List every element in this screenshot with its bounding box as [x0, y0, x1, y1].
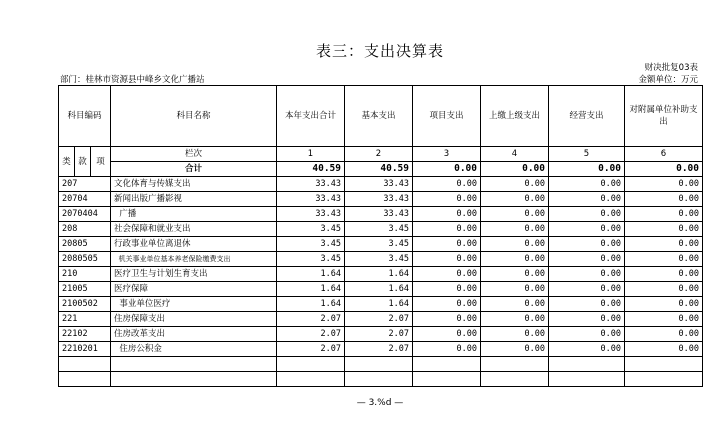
subject-name: 住房保障支出 [111, 312, 277, 327]
amount-cell: 1.64 [277, 267, 345, 282]
subject-name: 机关事业单位基本养老保险缴费支出 [111, 252, 277, 267]
table-row [59, 252, 703, 267]
empty-cell [59, 357, 111, 372]
amount-cell: 0.00 [625, 327, 703, 342]
amount-cell: 1.64 [345, 282, 413, 297]
header-basic-expenditure: 基本支出 [345, 86, 413, 147]
header-subsidiary-subsidy: 对附属单位补助支出 [625, 86, 703, 147]
amount-cell: 0.00 [549, 252, 625, 267]
amount-cell: 0.00 [549, 267, 625, 282]
column-number-3: 3 [413, 147, 481, 162]
amount-cell: 3.45 [277, 222, 345, 237]
amount-cell: 0.00 [625, 267, 703, 282]
amount-cell: 0.00 [481, 207, 549, 222]
table-row [59, 327, 703, 342]
amount-cell: 33.43 [345, 192, 413, 207]
empty-cell [481, 372, 549, 387]
subject-name: 广播 [111, 207, 277, 222]
amount-cell: 3.45 [277, 237, 345, 252]
subject-code: 2080505 [59, 252, 111, 267]
amount-cell: 0.00 [481, 327, 549, 342]
expenditure-table [58, 85, 703, 387]
amount-cell: 33.43 [277, 192, 345, 207]
amount-cell: 0.00 [625, 207, 703, 222]
header-project-expenditure: 项目支出 [413, 86, 481, 147]
subject-name: 社会保障和就业支出 [111, 222, 277, 237]
amount-cell: 0.00 [413, 192, 481, 207]
column-index-row [59, 147, 703, 162]
amount-cell: 0.00 [413, 327, 481, 342]
empty-cell [345, 357, 413, 372]
header-column-index: 栏次 [111, 147, 277, 162]
amount-cell: 0.00 [481, 297, 549, 312]
table-row [59, 312, 703, 327]
page-footer: — 3.%d — [356, 398, 404, 408]
unit-label: 金额单位：万元 [638, 75, 698, 85]
amount-cell: 0.00 [549, 327, 625, 342]
subject-name: 新闻出版广播影视 [111, 192, 277, 207]
amount-cell: 0.00 [413, 207, 481, 222]
header-subject-code: 科目编码 [59, 86, 111, 147]
total-value: 40.59 [277, 162, 345, 177]
amount-cell: 0.00 [549, 192, 625, 207]
table-row [59, 192, 703, 207]
amount-cell: 3.45 [345, 222, 413, 237]
subject-code: 2100502 [59, 297, 111, 312]
subject-name: 医疗保障 [111, 282, 277, 297]
amount-cell: 0.00 [625, 237, 703, 252]
subject-code: 210 [59, 267, 111, 282]
empty-row [59, 357, 703, 372]
amount-cell: 0.00 [549, 282, 625, 297]
subject-code: 21005 [59, 282, 111, 297]
subject-code: 22102 [59, 327, 111, 342]
header-operating-expenditure: 经营支出 [549, 86, 625, 147]
amount-cell: 2.07 [277, 342, 345, 357]
table-row [59, 177, 703, 192]
amount-cell: 33.43 [277, 177, 345, 192]
amount-cell: 1.64 [277, 282, 345, 297]
total-value: 0.00 [549, 162, 625, 177]
amount-cell: 33.43 [277, 207, 345, 222]
table-row [59, 222, 703, 237]
empty-cell [59, 372, 111, 387]
empty-cell [413, 357, 481, 372]
empty-cell [625, 372, 703, 387]
header-subject-name: 科目名称 [111, 86, 277, 147]
amount-cell: 0.00 [549, 342, 625, 357]
empty-cell [549, 372, 625, 387]
empty-cell [549, 357, 625, 372]
header-total-expenditure: 本年支出合计 [277, 86, 345, 147]
amount-cell: 0.00 [481, 192, 549, 207]
amount-cell: 0.00 [625, 297, 703, 312]
table-row [59, 297, 703, 312]
amount-cell: 33.43 [345, 177, 413, 192]
total-value: 0.00 [625, 162, 703, 177]
amount-cell: 0.00 [549, 207, 625, 222]
amount-cell: 0.00 [481, 252, 549, 267]
form-code: 财决批复03表 [644, 63, 698, 73]
empty-cell [625, 357, 703, 372]
subject-code: 2210201 [59, 342, 111, 357]
amount-cell: 0.00 [549, 222, 625, 237]
amount-cell: 3.45 [345, 252, 413, 267]
amount-cell: 0.00 [549, 312, 625, 327]
subject-code: 20704 [59, 192, 111, 207]
header-section: 款 [75, 147, 91, 177]
amount-cell: 2.07 [345, 342, 413, 357]
amount-cell: 0.00 [625, 342, 703, 357]
total-value: 0.00 [413, 162, 481, 177]
header-row [59, 86, 703, 147]
amount-cell: 2.07 [277, 327, 345, 342]
column-number-5: 5 [549, 147, 625, 162]
subject-name: 行政事业单位离退休 [111, 237, 277, 252]
amount-cell: 0.00 [413, 267, 481, 282]
table-title: 表三：支出决算表 [315, 42, 444, 60]
amount-cell: 0.00 [481, 222, 549, 237]
subject-code: 207 [59, 177, 111, 192]
column-number-6: 6 [625, 147, 703, 162]
subject-code: 221 [59, 312, 111, 327]
empty-row [59, 372, 703, 387]
empty-cell [413, 372, 481, 387]
amount-cell: 3.45 [345, 237, 413, 252]
subject-code: 2070404 [59, 207, 111, 222]
amount-cell: 0.00 [625, 222, 703, 237]
amount-cell: 0.00 [413, 252, 481, 267]
subject-name: 医疗卫生与计划生育支出 [111, 267, 277, 282]
amount-cell: 33.43 [345, 207, 413, 222]
subject-name: 住房公积金 [111, 342, 277, 357]
total-row [59, 162, 703, 177]
amount-cell: 0.00 [413, 297, 481, 312]
amount-cell: 0.00 [413, 177, 481, 192]
column-number-1: 1 [277, 147, 345, 162]
amount-cell: 1.64 [345, 297, 413, 312]
amount-cell: 0.00 [481, 237, 549, 252]
amount-cell: 0.00 [481, 282, 549, 297]
subject-name: 文化体育与传媒支出 [111, 177, 277, 192]
subject-name: 住房改革支出 [111, 327, 277, 342]
total-value: 40.59 [345, 162, 413, 177]
table-row [59, 267, 703, 282]
amount-cell: 1.64 [345, 267, 413, 282]
subject-code: 208 [59, 222, 111, 237]
amount-cell: 0.00 [549, 237, 625, 252]
empty-cell [345, 372, 413, 387]
table-row [59, 282, 703, 297]
subject-code: 20805 [59, 237, 111, 252]
total-label: 合计 [111, 162, 277, 177]
amount-cell: 1.64 [277, 297, 345, 312]
empty-cell [111, 357, 277, 372]
table-row [59, 207, 703, 222]
empty-cell [277, 357, 345, 372]
amount-cell: 2.07 [345, 327, 413, 342]
column-number-2: 2 [345, 147, 413, 162]
empty-cell [277, 372, 345, 387]
amount-cell: 0.00 [481, 312, 549, 327]
amount-cell: 0.00 [413, 282, 481, 297]
amount-cell: 0.00 [413, 222, 481, 237]
amount-cell: 0.00 [481, 342, 549, 357]
column-number-4: 4 [481, 147, 549, 162]
amount-cell: 2.07 [277, 312, 345, 327]
amount-cell: 0.00 [625, 177, 703, 192]
department-label: 部门：桂林市资源县中峰乡文化广播站 [60, 75, 205, 85]
empty-cell [481, 357, 549, 372]
header-item: 项 [91, 147, 111, 177]
amount-cell: 0.00 [413, 312, 481, 327]
amount-cell: 0.00 [625, 282, 703, 297]
amount-cell: 0.00 [549, 297, 625, 312]
amount-cell: 0.00 [481, 177, 549, 192]
amount-cell: 0.00 [413, 237, 481, 252]
empty-cell [111, 372, 277, 387]
amount-cell: 0.00 [549, 177, 625, 192]
total-value: 0.00 [481, 162, 549, 177]
amount-cell: 0.00 [625, 312, 703, 327]
amount-cell: 0.00 [413, 342, 481, 357]
subject-name: 事业单位医疗 [111, 297, 277, 312]
table-row [59, 237, 703, 252]
amount-cell: 2.07 [345, 312, 413, 327]
amount-cell: 0.00 [481, 267, 549, 282]
header-class: 类 [59, 147, 75, 177]
header-remit-superior: 上缴上级支出 [481, 86, 549, 147]
amount-cell: 0.00 [625, 252, 703, 267]
amount-cell: 3.45 [277, 252, 345, 267]
amount-cell: 0.00 [625, 192, 703, 207]
table-row [59, 342, 703, 357]
